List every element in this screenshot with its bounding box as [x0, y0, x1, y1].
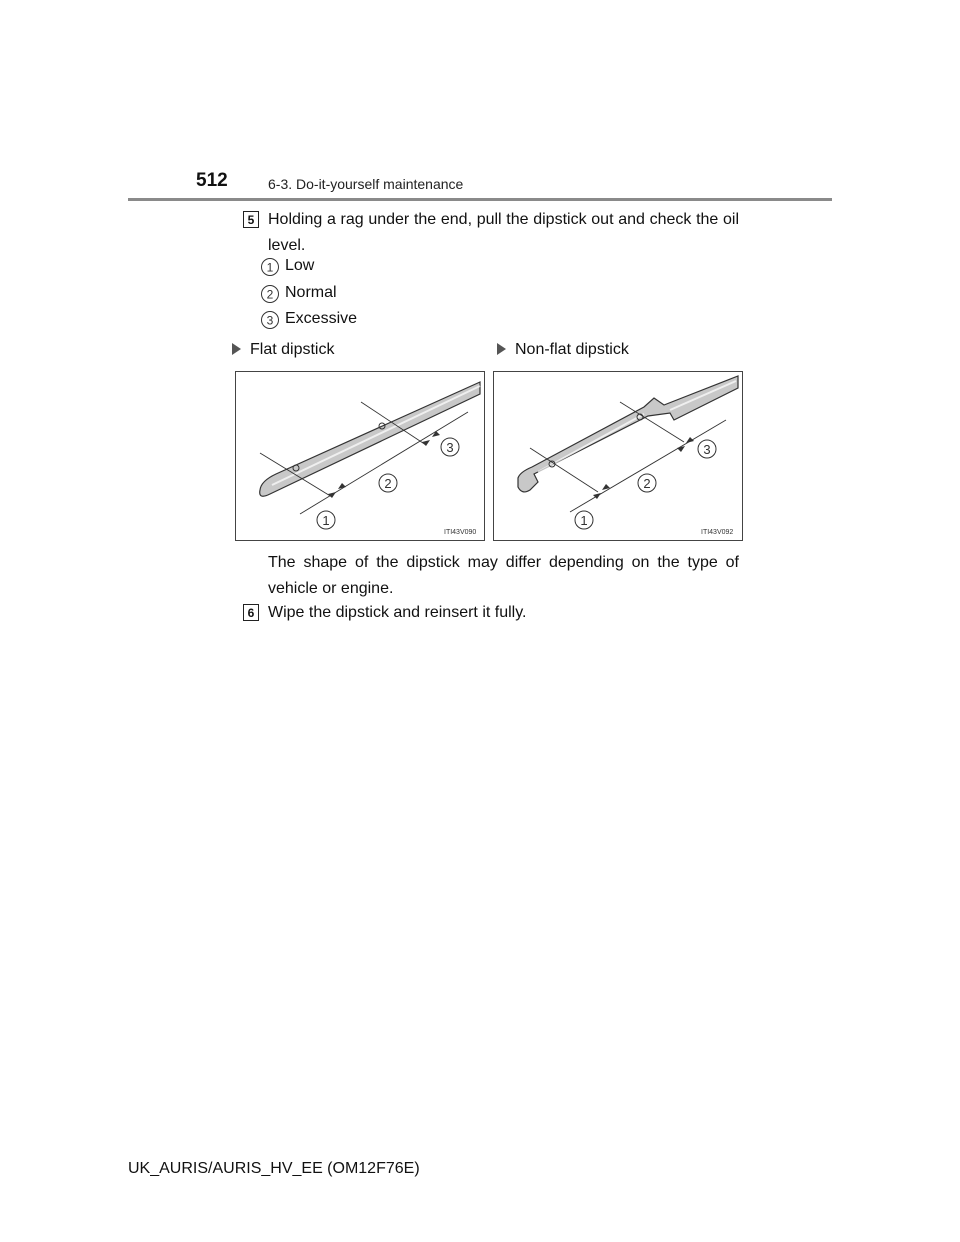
section-title: 6-3. Do-it-yourself maintenance — [268, 176, 464, 192]
step-badge-5: 5 — [243, 211, 259, 228]
circled-number-3-icon — [260, 310, 280, 330]
svg-text:1: 1 — [322, 513, 330, 528]
callout-1 — [317, 511, 335, 529]
svg-text:3: 3 — [703, 442, 711, 457]
svg-text:3: 3 — [266, 313, 274, 328]
callout-2 — [638, 474, 656, 492]
svg-text:2: 2 — [266, 287, 274, 302]
flat-dipstick-illustration — [235, 371, 485, 541]
footer-model-code: UK_AURIS/AURIS_HV_EE (OM12F76E) — [128, 1160, 420, 1177]
flat-dipstick-heading — [232, 341, 334, 359]
callout-2 — [379, 474, 397, 492]
dipstick-shape — [518, 376, 738, 492]
svg-text:3: 3 — [446, 440, 454, 455]
step-6-text: Wipe the dipstick and reinsert it fully. — [268, 604, 527, 621]
figure-code: ITI43V090 — [444, 529, 477, 536]
triangle-bullet-icon — [232, 343, 241, 355]
non-flat-dipstick-drawing — [494, 372, 742, 540]
step-badge-6: 6 — [243, 604, 259, 621]
circled-number-2-icon — [260, 284, 280, 304]
header-rule — [128, 198, 832, 201]
triangle-bullet-icon — [497, 343, 506, 355]
level-label: Normal — [285, 284, 337, 301]
non-flat-dipstick-heading — [497, 341, 629, 359]
svg-text:2: 2 — [384, 476, 392, 491]
circled-number-1-icon — [260, 257, 280, 277]
svg-text:1: 1 — [266, 260, 274, 275]
level-label: Excessive — [285, 310, 358, 327]
svg-text:2: 2 — [643, 476, 651, 491]
callout-3 — [698, 440, 716, 458]
callout-3 — [441, 438, 459, 456]
non-flat-dipstick-illustration — [493, 371, 743, 541]
flat-dipstick-drawing — [236, 372, 484, 540]
svg-text:1: 1 — [580, 513, 588, 528]
heading-label: Non-flat dipstick — [515, 341, 629, 358]
dipstick-shape-note: The shape of the dipstick may differ depending on the type of vehicle or engine. — [268, 554, 739, 597]
page-number: 512 — [196, 170, 228, 191]
step-5-text: Holding a rag under the end, pull the dipstick out and check the oil level. — [268, 211, 739, 254]
figure-code: ITI43V092 — [701, 529, 734, 536]
heading-label: Flat dipstick — [250, 341, 335, 358]
level-label: Low — [285, 257, 315, 274]
callout-1 — [575, 511, 593, 529]
